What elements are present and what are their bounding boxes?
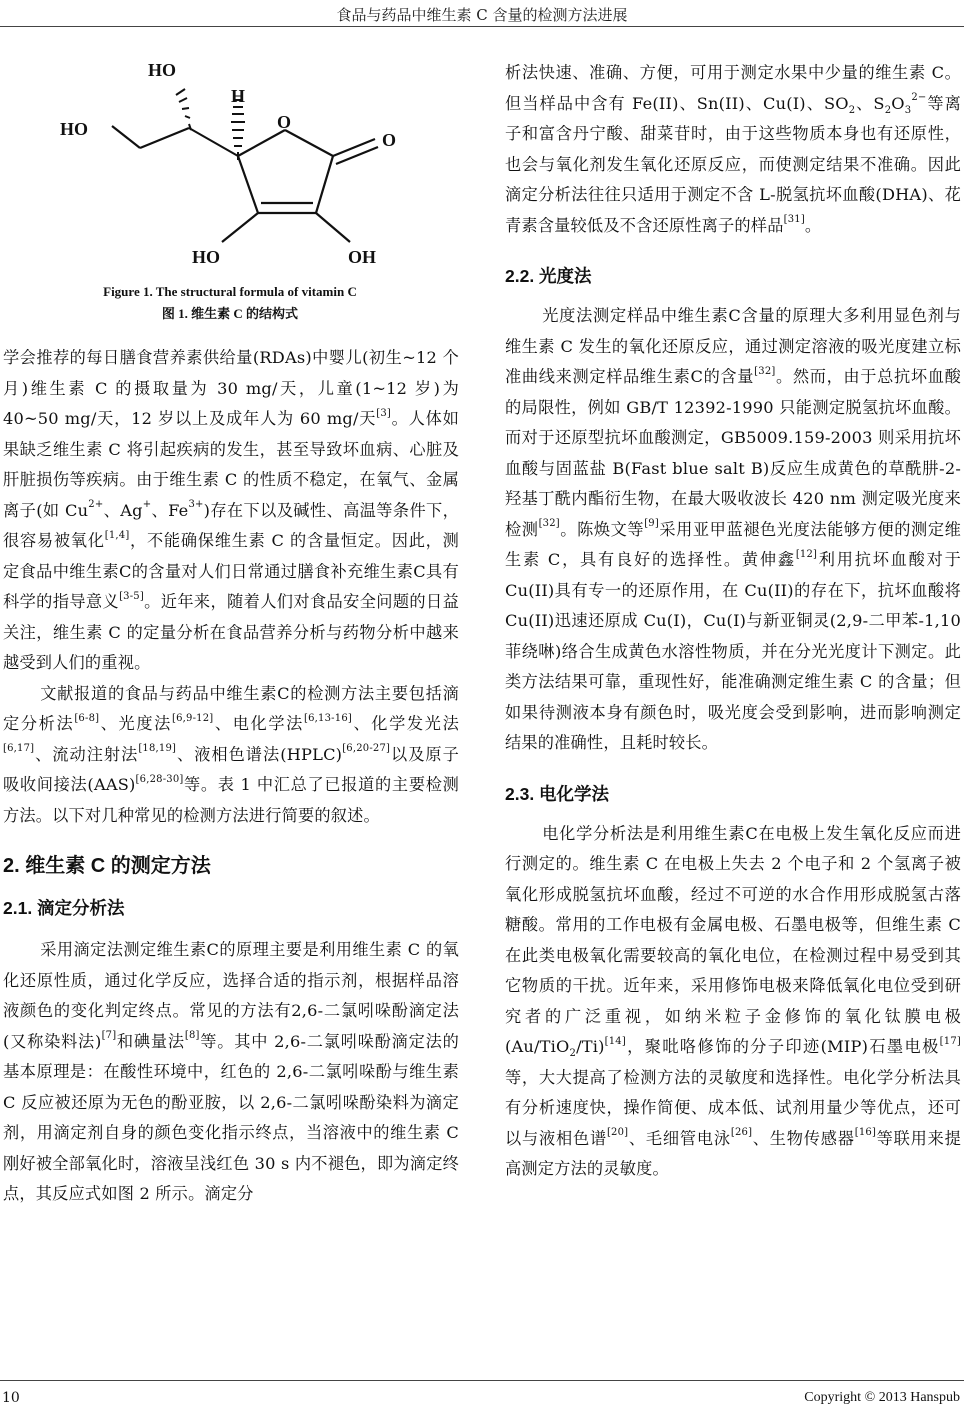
label-ho-left: HO xyxy=(60,119,89,139)
citation[interactable]: [32] xyxy=(754,365,776,377)
citation[interactable]: [6,9-12] xyxy=(172,712,214,724)
running-title: 食品与药品中维生素 C 含量的检测方法进展 xyxy=(336,6,628,24)
citation[interactable]: [7] xyxy=(101,1030,117,1042)
citation[interactable]: [17] xyxy=(939,1035,961,1047)
citation[interactable]: [12] xyxy=(795,548,818,560)
footer-rule xyxy=(0,1380,964,1381)
bond-c2-oh xyxy=(316,213,350,242)
paragraph-methods-overview: 文献报道的食品与药品中维生素C的检测方法主要包括滴定分析法[6-8]、光度法[6,9-12]、电化学法[6,13-16]、化学发光法[6,17]、流动注射法[18,19]、液相色谱法(HPLC)[6,20-27]以及原子吸收间接法(AAS)[6,28-30]等。表 1 中汇总了已报道的主要检测方法。以下对几种常见的检测方法进行简要的叙述。 xyxy=(3,683,459,825)
citation[interactable]: [3-5] xyxy=(119,590,144,602)
citation[interactable]: [31] xyxy=(783,214,805,226)
citation[interactable]: [26] xyxy=(730,1127,753,1139)
citation[interactable]: [20] xyxy=(606,1127,629,1139)
citation[interactable]: [9] xyxy=(644,518,659,530)
citation[interactable]: [6,17] xyxy=(3,743,35,755)
citation[interactable]: [16] xyxy=(854,1127,877,1139)
bond-c4-o xyxy=(238,130,285,156)
subsection-heading-2-1: 2.1. 滴定分析法 xyxy=(3,898,125,918)
section-heading-2: 2. 维生素 C 的测定方法 xyxy=(3,855,211,877)
citation[interactable]: [6,20-27] xyxy=(342,743,391,755)
bond-carbonyl-double xyxy=(336,147,378,164)
bond-c3-c4 xyxy=(238,156,258,213)
citation[interactable]: [6,13-16] xyxy=(304,712,352,724)
bond-c1-c2 xyxy=(316,156,333,213)
paragraph-electrochemistry: 电化学分析法是利用维生素C在电极上发生氧化反应而进行测定的。维生素 C 在电极上失去 2 个电子和 2 个氢离子被氧化形成脱氢抗坏血酸，经过不可逆的水合作用形成脱氢古落糖酸。常用的工作电极有金属电极、石墨电极等，但维生素 C 在此类电极氧化需要较高的氧化电位，在检测过程中易受到其它物质的干扰。近年来，采用修饰电极来降低氧化电位受到研究者的广泛重视，如纳米粒子金修饰的氧化钛膜电极(Au/TiO$_2$/Ti)[14]，聚吡咯修饰的分子印迹(MIP)石墨电极[17]等，大大提高了检测方法的灵敏度和选择性。电化学分析法具有分析速度快，操作简便、成本低、试剂用量少等优点，还可以与液相色谱[20]、毛细管电泳[26]、生物传感器[16]等联用来提高测定方法的灵敏度。 xyxy=(505,823,962,1178)
label-h: H xyxy=(231,86,246,106)
label-ho-bottom: HO xyxy=(192,247,221,267)
citation[interactable]: [14] xyxy=(604,1035,626,1047)
citation[interactable]: [3] xyxy=(376,407,392,419)
vitamin-c-structure-figure xyxy=(50,48,410,268)
figure-caption-zh: 图 1. 维生素 C 的结构式 xyxy=(161,306,299,321)
citation[interactable]: [18,19] xyxy=(138,743,177,755)
subsection-heading-2-3: 2.3. 电化学法 xyxy=(505,783,610,804)
paragraph-titration: 采用滴定法测定维生素C的原理主要是利用维生素 C 的氧化还原性质，通过化学反应，选择合适的指示剂，根据样品溶液颜色的变化判定终点。常见的方法有2,6-二氯吲哚酚滴定法(又称染料法)[7]和碘量法[8]等。其中 2,6-二氯吲哚酚滴定法的基本原理是：在酸性环境中，红色的 2,6-二氯吲哚酚与维生素 C 反应被还原为无色的酚亚胺，以 2,6-二氯吲哚酚染料为滴定剂，用滴定剂自身的颜色变化指示终点，当溶液中的维生素 C 刚好被全部氧化时，溶液呈浅红色 30 s 内不褪色，即为滴定终点，其反应式如图 2 所示。滴定分 xyxy=(3,940,459,1203)
paragraph-rdas: 学会推荐的每日膳食营养素供给量(RDAs)中婴儿(初生~12 个月)维生素 C 的摄取量为 30 mg/天，儿童(1~12 岁)为 40~50 mg/天，12 岁以上及成年人为 60 mg/天[3]。人体如果缺乏维生素 C 将引起疾病的发生，甚至导致坏血病、心脏及肝脏损伤等疾病。由于维生素 C 的性质不稳定，在氧气、金属离子(如 $Cu^{2+}$、Ag+、$Fe^{3+}$)存在下以及碱性、高温等条件下，很容易被氧化[1,4]，不能确保维生素 C 的含量恒定。因此，测定食品中维生素C的含量对人们日常通过膳食补充维生素C具有科学的指导意义[3-5]。近年来，随着人们对食品安全问题的日益关注，维生素 C 的定量分析在食品营养分析与药物分析中越来越受到人们的重视。 xyxy=(3,348,460,672)
paragraph-photometry: 光度法测定样品中维生素C含量的原理大多利用显色剂与维生素 C 发生的氧化还原反应，通过测定溶液的吸光度建立标准曲线来测定样品维生素C的含量[32]。然而，由于总抗坏血酸的局限性，例如 GB/T 12392-1990 只能测定脱氢抗坏血酸。而对于还原型抗坏血酸测定，GB5009.159-2003 则采用抗坏血酸与固蓝盐 B(Fast blue salt B)反应生成黄色的草酰肼-2-羟基丁酰内酯衍生物，在最大吸收波长 420 nm 测定吸光度来检测[32]。陈焕文等[9]采用亚甲蓝褪色光度法能够方便的测定维生素 C，具有良好的选择性。黄伸鑫[12]利用抗坏血酸对于 Cu(II)具有专一的还原作用，在 Cu(II)的存在下，抗坏血酸将 Cu(II)迅速还原成 Cu(I)，Cu(I)与新亚铜灵(2,9-二甲苯-1,10 菲绕啉)络合生成黄色水溶性物质，并在分光光度计下测定。此类方法结果可靠，重现性好，能准确测定维生素 C 的含量；但如果待测液本身有颜色时，吸光度会受到影响，进而影响测定结果的准确性，且耗时较长。 xyxy=(505,306,962,752)
citation[interactable]: [32] xyxy=(538,518,560,530)
bond-c3-oh xyxy=(222,213,258,242)
citation[interactable]: [8] xyxy=(184,1030,200,1042)
subsection-heading-2-2: 2.2. 光度法 xyxy=(505,266,592,286)
label-ho-top: HO xyxy=(148,60,177,80)
bond-o-c1 xyxy=(285,130,333,156)
bond-c6-oh xyxy=(112,126,140,148)
label-o-ring: O xyxy=(277,112,292,132)
label-o-carbonyl: O xyxy=(382,130,397,150)
bond-carbonyl xyxy=(333,139,375,156)
bond-c5-c6 xyxy=(140,128,189,148)
label-oh-bottom: OH xyxy=(348,247,377,267)
copyright-notice: Copyright © 2013 Hanspub xyxy=(804,1390,960,1405)
left-column xyxy=(3,343,459,1210)
figure-caption-en: Figure 1. The structural formula of vitamin C xyxy=(103,284,357,299)
header-rule xyxy=(0,26,964,27)
citation[interactable]: [6,28-30] xyxy=(135,773,184,785)
citation[interactable]: [1,4] xyxy=(104,529,130,541)
right-column xyxy=(505,58,961,1185)
paragraph-titration-cont: 析法快速、准确、方便，可用于测定水果中少量的维生素 C。但当样品中含有 Fe(II)、Sn(II)、Cu(I)、$SO_2$、$S_2O_3^{2-}$等离子和富含丹宁酸、甜菜苷时，由于这些物质本身也有还原性，也会与氧化剂发生氧化还原反应，而使测定结果不准确。因此滴定分析法往往只适用于测定不含 L-脱氢抗坏血酸(DHA)、花青素含量较低及不含还原性离子的样品[31]。 xyxy=(505,63,961,235)
citation[interactable]: [6-8] xyxy=(74,712,100,724)
page-number: 10 xyxy=(2,1390,20,1406)
